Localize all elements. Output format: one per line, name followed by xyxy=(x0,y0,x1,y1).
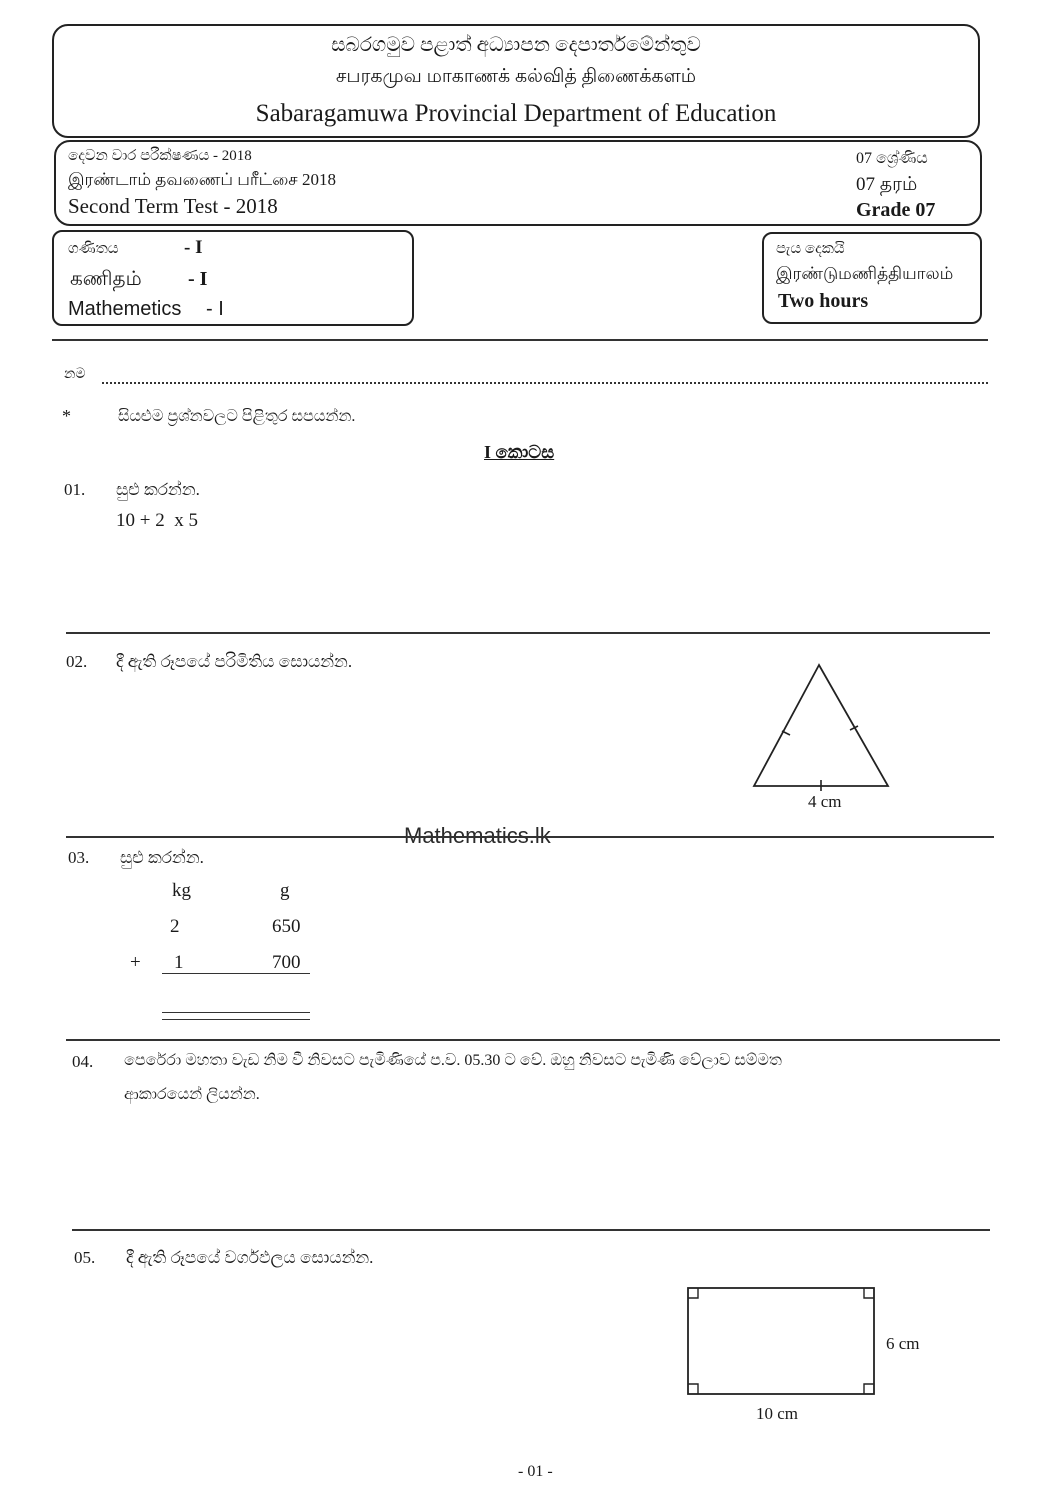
subject-sinhala: ගණිතය xyxy=(68,241,119,257)
name-field-dotted[interactable] xyxy=(102,382,988,384)
exam-title-english: Second Term Test - 2018 xyxy=(68,194,278,218)
question-text-5: දී ඇති රූපයේ වර්ගඵලය සොයන්න. xyxy=(126,1248,374,1267)
question-divider-3 xyxy=(66,1039,1000,1041)
answer-line-1 xyxy=(162,1012,310,1013)
row2-g: 700 xyxy=(272,952,301,973)
question-text-4-line2: ආකාරයෙන් ලියන්න. xyxy=(124,1086,260,1103)
department-name-english: Sabaragamuwa Provincial Department of Education xyxy=(255,100,777,127)
question-text-2: දී ඇති රූපයේ පරිමිතිය සොයන්න. xyxy=(116,652,353,671)
exam-title-tamil: இரண்டாம் தவணைப் பரீட்சை 2018 xyxy=(68,170,336,189)
department-name-sinhala: සබරගමුව පළාත් අධ්‍යාපන දෙපාර්තමේන්තුව xyxy=(331,34,701,56)
subject-box xyxy=(52,230,414,326)
column-header-kg: kg xyxy=(172,880,191,901)
plus-operator: + xyxy=(130,952,141,973)
question-number-2: 02. xyxy=(66,652,88,671)
triangle-side-label: 4 cm xyxy=(808,792,842,811)
instruction-bullet: * xyxy=(62,406,71,426)
exam-info-box xyxy=(54,140,982,226)
grade-english: Grade 07 xyxy=(856,199,936,221)
instruction-text: සියළුම ප්‍රශ්නවලට පිළිතුර සපයන්න. xyxy=(118,408,356,425)
sum-top-line xyxy=(162,973,310,974)
row2-kg: 1 xyxy=(174,952,184,973)
question-divider-1 xyxy=(66,632,990,634)
grade-tamil: 07 தரம் xyxy=(856,174,918,195)
department-name-tamil: சபரகமுவ மாகாணக் கல்வித் திணைக்களம் xyxy=(335,66,697,87)
duration-sinhala: පැය දෙකයි xyxy=(776,241,845,257)
question-number-1: 01. xyxy=(64,480,86,499)
duration-tamil: இரண்டுமணித்தியாலம் xyxy=(776,264,954,283)
name-label: නම xyxy=(64,367,86,382)
question-text-1: සුළු කරන්න. xyxy=(116,480,200,499)
header-divider xyxy=(52,339,988,341)
rectangle-height-label: 6 cm xyxy=(886,1334,920,1353)
subject-sinhala-part: - I xyxy=(184,237,203,258)
subject-tamil: கணிதம் xyxy=(70,268,142,290)
duration-box xyxy=(762,232,982,324)
exam-title-sinhala: දෙවන වාර පරීක්ෂණය - 2018 xyxy=(68,148,252,164)
page-number: - 01 - xyxy=(518,1463,553,1480)
question-divider-2 xyxy=(66,836,994,838)
question-number-3: 03. xyxy=(68,848,90,867)
equilateral-triangle-figure xyxy=(748,660,898,792)
question-number-4: 04. xyxy=(72,1052,94,1071)
answer-line-2 xyxy=(162,1019,310,1020)
grade-sinhala: 07 ශ්‍රේණිය xyxy=(856,150,928,167)
subject-english: Mathemetics xyxy=(68,298,182,320)
question-divider-4 xyxy=(72,1229,990,1231)
question-1-expression: 10 + 2 x 5 xyxy=(116,510,198,531)
column-header-g: g xyxy=(280,880,290,901)
watermark: Mathematics.lk xyxy=(404,823,551,848)
department-header-box xyxy=(52,24,980,138)
question-text-3: සුළු කරන්න. xyxy=(120,848,204,867)
question-number-5: 05. xyxy=(74,1248,96,1267)
section-title: I කොටස xyxy=(484,442,555,462)
rectangle-figure xyxy=(684,1284,880,1398)
subject-english-part: - I xyxy=(206,298,224,320)
duration-english: Two hours xyxy=(778,290,869,312)
subject-tamil-part: - I xyxy=(188,268,208,290)
row1-g: 650 xyxy=(272,916,301,937)
row1-kg: 2 xyxy=(170,916,180,937)
rectangle-width-label: 10 cm xyxy=(756,1404,799,1423)
question-text-4-line1: පෙරේරා මහතා වැඩ නිම වී නිවසට පැමිණියේ ප.ව. 05.30 ට වේ. ඔහු නිවසට පැමිණි වේලාව සම්මත xyxy=(124,1052,782,1069)
